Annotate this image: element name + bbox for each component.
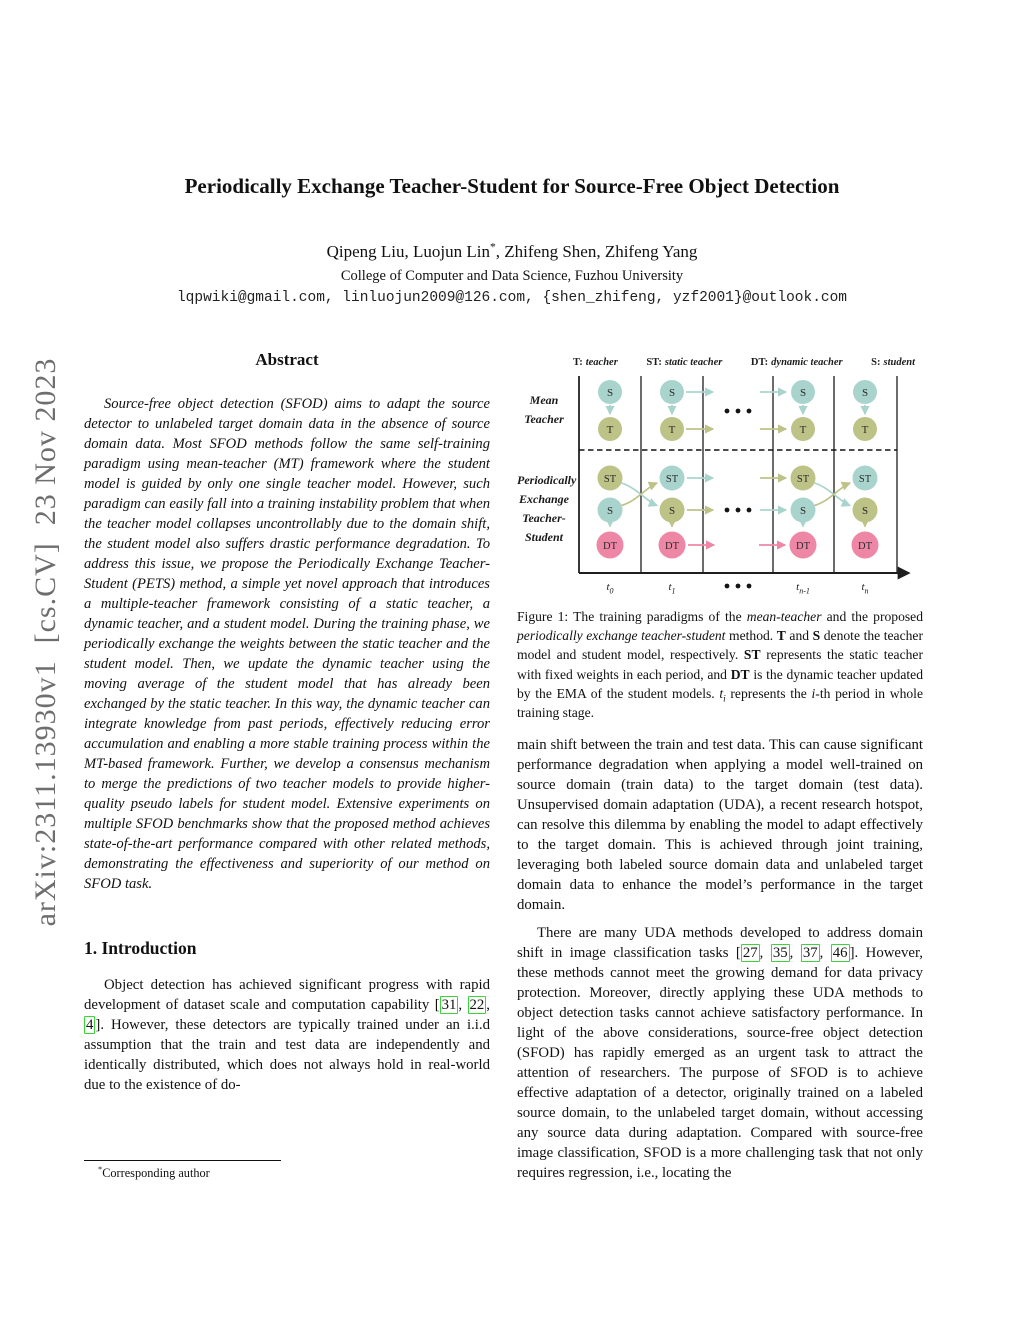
- dynamic-teacher-label: DT: [858, 541, 872, 552]
- static-teacher-label: ST: [665, 474, 679, 485]
- student-node-label: S: [799, 387, 807, 399]
- student-node-label: S: [861, 387, 869, 399]
- figure-caption: Figure 1: The training paradigms of the mean-teacher and the proposed periodically exchange teacher-student method. T and S denote the teacher model and student model, respectively. ST represents the static teacher with fixed weights in each period, and DT is the dynamic teacher updated by the EMA of the student models. $t_i$ represents the i-th period in whole training stage.: [517, 609, 923, 721]
- tick-tn1: $t_{n-1}$: [796, 581, 810, 596]
- mt-column-t1: [660, 380, 713, 441]
- dynamic-teacher-label: DT: [796, 541, 810, 552]
- teacher-node-label: T: [861, 424, 869, 436]
- row-label-line: Mean: [529, 393, 559, 407]
- row-label-line: Exchange: [518, 492, 569, 506]
- student-node-label: S: [668, 505, 676, 517]
- footnote: [84, 1160, 490, 1181]
- legend-key: DT:: [750, 357, 769, 368]
- paper-affiliation: College of Computer and Data Science, Fuzhou University: [340, 268, 684, 284]
- legend-item-static-teacher: [646, 357, 722, 368]
- dynamic-teacher-label: DT: [665, 541, 679, 552]
- pets-column-t0: [597, 466, 658, 559]
- legend-label: teacher: [585, 357, 618, 368]
- mt-column-t0: [598, 380, 622, 441]
- citation-link[interactable]: 4: [86, 1017, 94, 1033]
- footnote-text: *Corresponding author: [98, 1164, 210, 1180]
- introduction-paragraph: Object detection has achieved significant progress with rapid development of dataset scale and computation capability [ 31 , 22 , 4 ]. However, these detectors are typically trained under an i.i.d assumption that the train and test data are independently and identically distributed, which does not always hold in real-world due to the existence of do-: [84, 977, 490, 1093]
- row-label-line: Teacher-: [522, 511, 566, 525]
- row-label-pets: [517, 471, 577, 547]
- teacher-node-label: T: [799, 424, 807, 436]
- ellipsis-axis: [725, 584, 752, 589]
- row-label-line: Periodically: [517, 473, 577, 487]
- legend-key: T:: [573, 357, 583, 368]
- arxiv-watermark: arXiv:2311.13930v1 [cs.CV] 23 Nov 2023: [29, 357, 62, 927]
- row-label-line: Student: [524, 530, 563, 544]
- tick-t0: $t_0$: [606, 581, 614, 596]
- left-column: [84, 350, 490, 1095]
- legend-label: dynamic teacher: [771, 357, 843, 368]
- paper-emails: lqpwiki@gmail.com, linluojun2009@126.com, {shen_zhifeng, yzf2001}@outlook.com: [176, 290, 847, 306]
- citation-link[interactable]: 31: [441, 997, 457, 1013]
- tick-tn: $t_n$: [861, 581, 869, 596]
- pets-column-tn: [852, 466, 879, 559]
- citation-link[interactable]: 37: [802, 945, 818, 962]
- static-teacher-label: ST: [603, 474, 617, 485]
- citation-link[interactable]: 46: [832, 945, 848, 962]
- student-node-label: S: [668, 387, 676, 399]
- figure-diagram: [517, 373, 923, 597]
- legend-item-student: [871, 357, 915, 368]
- static-teacher-label: ST: [796, 474, 810, 485]
- footnote-rule: [84, 1160, 281, 1161]
- mt-column-tn1: [760, 380, 815, 441]
- dynamic-teacher-label: DT: [603, 541, 617, 552]
- student-node-label: S: [606, 387, 614, 399]
- body-paragraph-2: There are many UDA methods developed to address domain shift in image classification tasks [ 27 , 35 , 37 , 46 ]. However, these methods cannot meet the growing demand for data privacy protection. Moreover, directly applying these UDA methods to object detection tasks cannot achieve satisfactory performance. In light of the above considerations, source-free object detection (SFOD) has rapidly emerged as an urgent task to attract the attention of researchers. The purpose of SFOD is to achieve effective adaptation of a detector, originally trained on a labeled source domain, to the unlabeled target domain, without accessing any source data during adaptation. Compared with source-free image classification, SFOD is a more challenging task that not only requires regression, i.e., locating the: [517, 925, 924, 1182]
- ellipsis-top: [725, 409, 752, 414]
- row-label-mean-teacher: [517, 391, 571, 429]
- pets-column-t1: [659, 466, 715, 559]
- student-node-label: S: [606, 505, 614, 517]
- legend-item-teacher: [573, 357, 618, 368]
- teacher-node-label: T: [606, 424, 614, 436]
- tick-t1: $t_1$: [668, 581, 676, 596]
- legend-label: student: [883, 357, 915, 368]
- ellipsis-bottom: [725, 508, 752, 513]
- figure-canvas: [571, 373, 921, 597]
- teacher-node-label: T: [668, 424, 676, 436]
- mt-column-tn: [853, 380, 877, 441]
- citation-link[interactable]: 27: [742, 945, 758, 962]
- paper-title: Periodically Exchange Teacher-Student for Source-Free Object Detection: [184, 174, 840, 198]
- student-node-label: S: [799, 505, 807, 517]
- static-teacher-label: ST: [858, 474, 872, 485]
- legend-key: ST:: [646, 357, 662, 368]
- introduction-heading: 1. Introduction: [84, 938, 197, 958]
- row-label-line: Teacher: [524, 412, 564, 426]
- legend-label: static teacher: [664, 357, 723, 368]
- citation-link[interactable]: 35: [772, 945, 788, 962]
- legend-key: S:: [871, 357, 881, 368]
- body-paragraph-1: main shift between the train and test data. This can cause significant performance degradation when applying a model well-trained on source domain (train data) to the target domain (test data). Unsupervised domain adaptation (UDA), a recent research hotspot, can resolve this dilemma by enabling the model to adapt effectively to the target domain. This is achieved through joint training, leveraging both labeled source domain data and unlabeled target domain data to enhance the model’s performance in the target domain.: [517, 737, 923, 914]
- student-node-label: S: [861, 505, 869, 517]
- paper-authors: Qipeng Liu, Luojun Lin*, Zhifeng Shen, Zhifeng Yang: [326, 240, 698, 261]
- legend-item-dynamic-teacher: [751, 357, 843, 368]
- abstract-body: Source-free object detection (SFOD) aims to adapt the source detector to unlabeled target domain data in the absence of source domain data. Most SFOD methods follow the same self-training paradigm using mean-teacher (MT) framework where the student model is guided by only one single teacher model. However, such paradigm can easily fall into a training instability problem that when the teacher model collapses uncontrollably due to the domain shift, the student model also suffers drastic performance degradation. To address this issue, we propose the Periodically Exchange Teacher-Student (PETS) method, a simple yet novel approach that introduces a multiple-teacher framework consisting of a static teacher, a dynamic teacher, and a student model. During the training phase, we periodically exchange the weights between the static teacher and the student model. Then, we update the dynamic teacher using the moving average of the student model that has already been exchanged by the static teacher. In this way, the dynamic teacher can integrate knowledge from past periods, effectively reducing error accumulation and enabling a more stable training process within the MT-based framework. Further, we develop a consensus mechanism to merge the predictions of two teacher models to provide higher-quality pseudo labels for student model. Extensive experiments on multiple SFOD benchmarks show that the proposed method achieves state-of-the-art performance compared with other related methods, demonstrating the effectiveness and superiority of our method on SFOD task.: [84, 396, 490, 892]
- abstract-heading: Abstract: [255, 350, 319, 369]
- figure-legend: [573, 357, 915, 368]
- right-column: [517, 357, 923, 1183]
- citation-link[interactable]: 22: [469, 997, 485, 1013]
